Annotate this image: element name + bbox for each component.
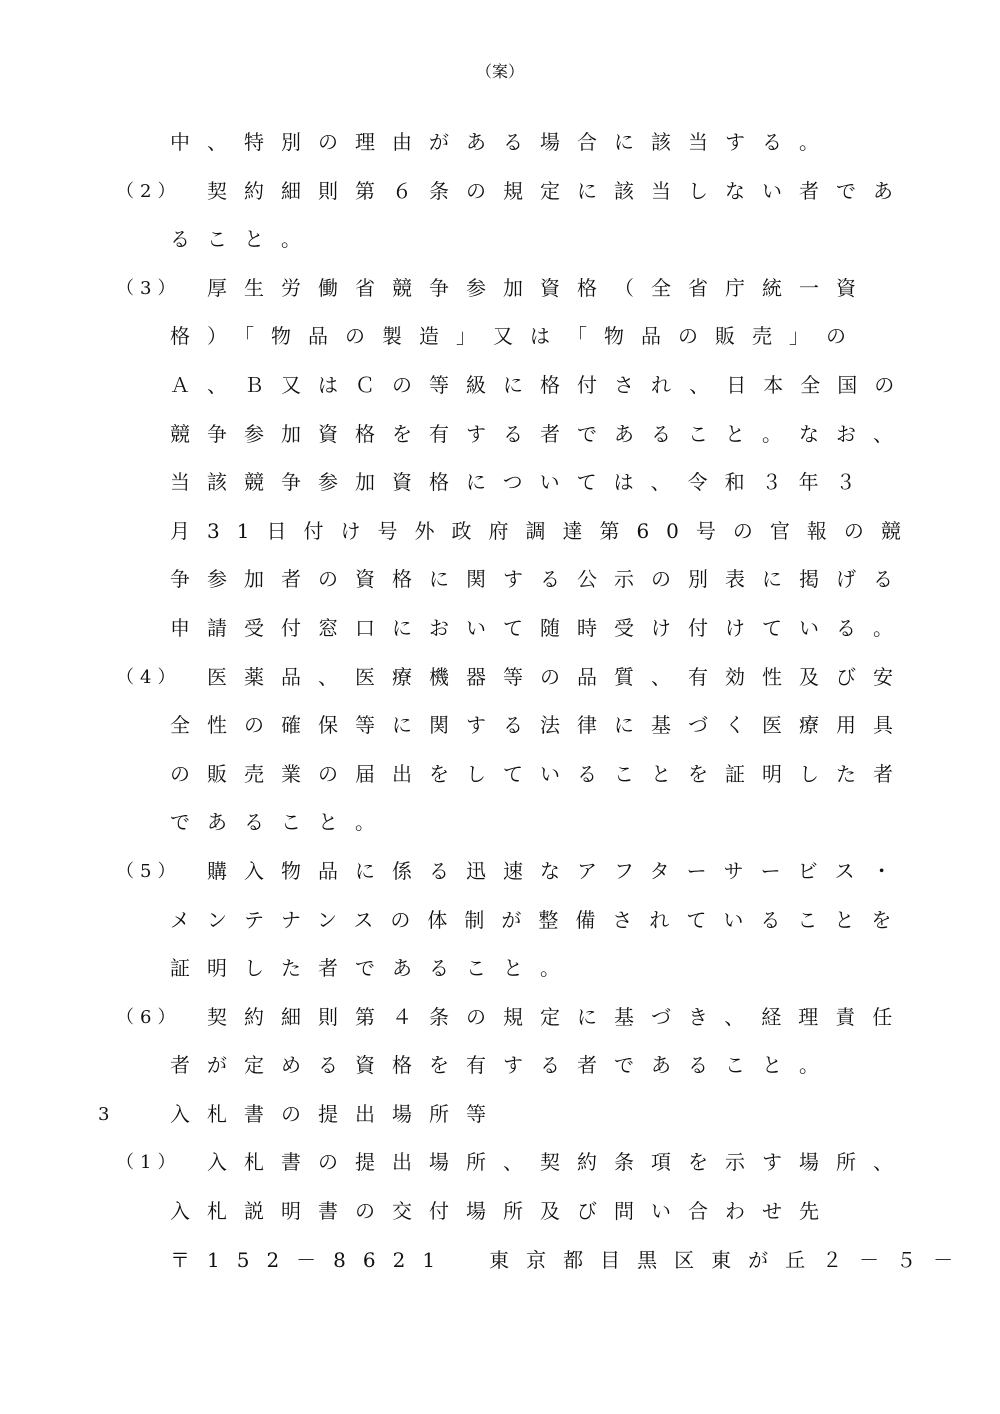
- line-text: 契約細則第６条の規定に該当しない者であ: [207, 178, 910, 203]
- text-line: [0, 265, 1000, 314]
- text-line: [0, 119, 1000, 168]
- line-text: の販売業の届出をしていることを証明した者: [170, 761, 910, 786]
- item-number: （1）: [116, 1152, 182, 1174]
- document-body: [0, 119, 1000, 1285]
- text-line: [0, 702, 1000, 751]
- text-line: [0, 751, 1000, 800]
- line-text: 当該競争参加資格については、令和３年３: [170, 470, 873, 495]
- line-text: 者が定める資格を有する者であること。: [170, 1053, 836, 1078]
- text-line: [0, 945, 1000, 994]
- text-line: [0, 605, 1000, 654]
- text-line: [0, 459, 1000, 508]
- line-text: 格）「物品の製造」又は「物品の販売」の: [170, 324, 863, 349]
- text-line: [0, 1188, 1000, 1237]
- line-text: 購入物品に係る迅速なアフターサービス・: [207, 858, 909, 883]
- line-text: 全性の確保等に関する法律に基づく医療用具: [170, 713, 910, 738]
- line-text: 月31日付け号外政府調達第60号の官報の競: [170, 518, 918, 543]
- address-line: 〒152－8621 東京都目黒区東が丘２－５－: [170, 1247, 971, 1272]
- line-text: 契約細則第４条の規定に基づき、経理責任: [207, 1004, 910, 1029]
- text-line: [0, 1139, 1000, 1188]
- text-line: [0, 897, 1000, 946]
- text-line: [0, 1091, 1000, 1140]
- line-text: 入札説明書の交付場所及び問い合わせ先: [170, 1199, 836, 1224]
- text-line: [0, 216, 1000, 265]
- text-line: [0, 654, 1000, 703]
- item-number: （3）: [116, 277, 182, 299]
- line-text: Ａ、Ｂ又はＣの等級に格付され、日本全国の: [170, 372, 912, 397]
- item-number: （6）: [116, 1006, 182, 1028]
- item-number: （5）: [116, 860, 182, 882]
- line-text: 厚生労働省競争参加資格（全省庁統一資: [207, 275, 873, 300]
- text-line: [0, 362, 1000, 411]
- text-line: [0, 168, 1000, 217]
- text-line: [0, 411, 1000, 460]
- line-text: ること。: [170, 227, 318, 252]
- text-line: [0, 1237, 1000, 1286]
- line-text: 証明した者であること。: [170, 956, 577, 981]
- line-text: 入札書の提出場所、契約条項を示す場所、: [207, 1150, 910, 1175]
- text-line: [0, 313, 1000, 362]
- text-line: [0, 1042, 1000, 1091]
- line-text: 争参加者の資格に関する公示の別表に掲げる: [170, 567, 910, 592]
- section-heading: 入札書の提出場所等: [170, 1101, 503, 1126]
- line-text: 申請受付窓口において随時受け付けている。: [170, 615, 910, 640]
- item-number: （4）: [116, 666, 182, 688]
- section-number: 3: [98, 1103, 110, 1125]
- line-text: であること。: [170, 810, 392, 835]
- draft-label: （案）: [475, 62, 524, 81]
- text-line: [0, 556, 1000, 605]
- line-text: 中、特別の理由がある場合に該当する。: [170, 130, 836, 154]
- text-line: [0, 994, 1000, 1043]
- line-text: メンテナンスの体制が整備されていることを: [170, 907, 909, 932]
- item-number: （2）: [116, 180, 182, 202]
- line-text: 競争参加資格を有する者であること。なお、: [170, 421, 910, 446]
- line-text: 医薬品、医療機器等の品質、有効性及び安: [207, 664, 910, 689]
- text-line: [0, 508, 1000, 557]
- text-line: [0, 848, 1000, 897]
- text-line: [0, 799, 1000, 848]
